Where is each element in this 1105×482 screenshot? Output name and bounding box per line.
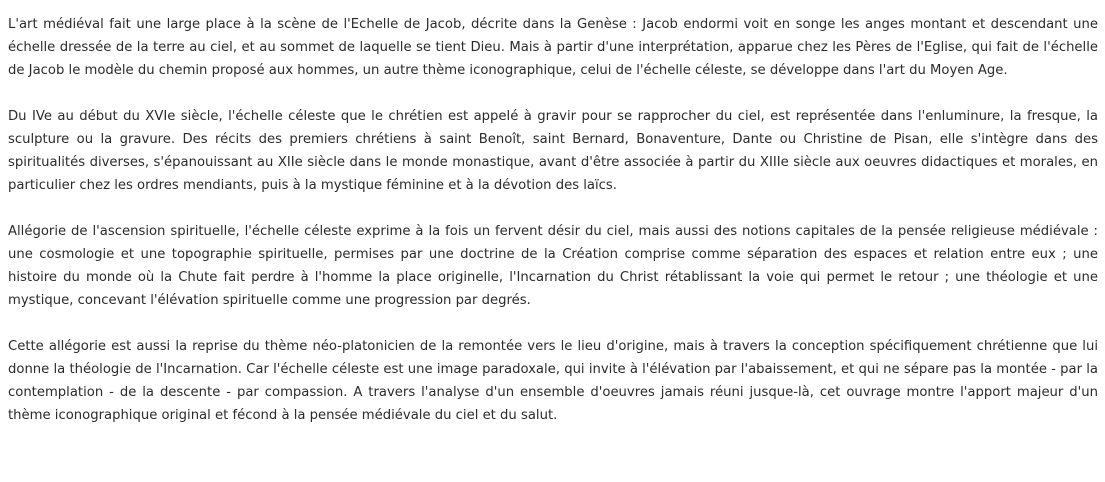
description-paragraph-3: Allégorie de l'ascension spirituelle, l'échelle céleste exprime à la fois un fervent désir du ciel, mais aussi des notions capitales de la pensée religieuse médiévale : une cosmologie et une topographie spirituelle, permises par une doctrine de la Création comprise comme séparation des espaces et relation entre eux ; une histoire du monde où la Chute fait perdre à l'homme la place originelle, l'Incarnation du Christ rétablissant la voie qui permet le retour ; une théologie et une mystique, concevant l'élévation spirituelle comme une progression par degrés.	[8, 224, 1098, 308]
description-paragraph-2: Du IVe au début du XVIe siècle, l'échelle céleste que le chrétien est appelé à gravir pour se rapprocher du ciel, est représentée dans l'enluminure, la fresque, la sculpture ou la gravure. Des récits des premiers chrétiens à saint Benoît, saint Bernard, Bonaventure, Dante ou Christine de Pisan, elle s'intègre dans des spiritualités diverses, s'épanouissant au XIIe siècle dans le monde monastique, avant d'être associée à partir du XIIIe siècle aux oeuvres didactiques et morales, en particulier chez les ordres mendiants, puis à la mystique féminine et à la dévotion des laïcs.	[8, 109, 1098, 193]
description-paragraph-4: Cette allégorie est aussi la reprise du thème néo-platonicien de la remontée vers le lieu d'origine, mais à travers la conception spécifiquement chrétienne que lui donne la théologie de l'Incarnation. Car l'échelle céleste est une image paradoxale, qui invite à l'élévation par l'abaissement, et qui ne sépare pas la montée - par la contemplation - de la descente - par compassion. A travers l'analyse d'un ensemble d'oeuvres jamais réuni jusque-là, cet ouvrage montre l'apport majeur d'un thème iconographique original et fécond à la pensée médiévale du ciel et du salut.	[8, 339, 1098, 423]
description-paragraph-1: L'art médiéval fait une large place à la scène de l'Echelle de Jacob, décrite dans la Genèse : Jacob endormi voit en songe les anges montant et descendant une échelle dressée de la terre au ciel, et au sommet de laquelle se tient Dieu. Mais à partir d'une interprétation, apparue chez les Pères de l'Eglise, qui fait de l'échelle de Jacob le modèle du chemin proposé aux hommes, un autre thème iconographique, celui de l'échelle céleste, se développe dans l'art du Moyen Age.	[8, 17, 1098, 78]
book-description	[8, 13, 1098, 450]
